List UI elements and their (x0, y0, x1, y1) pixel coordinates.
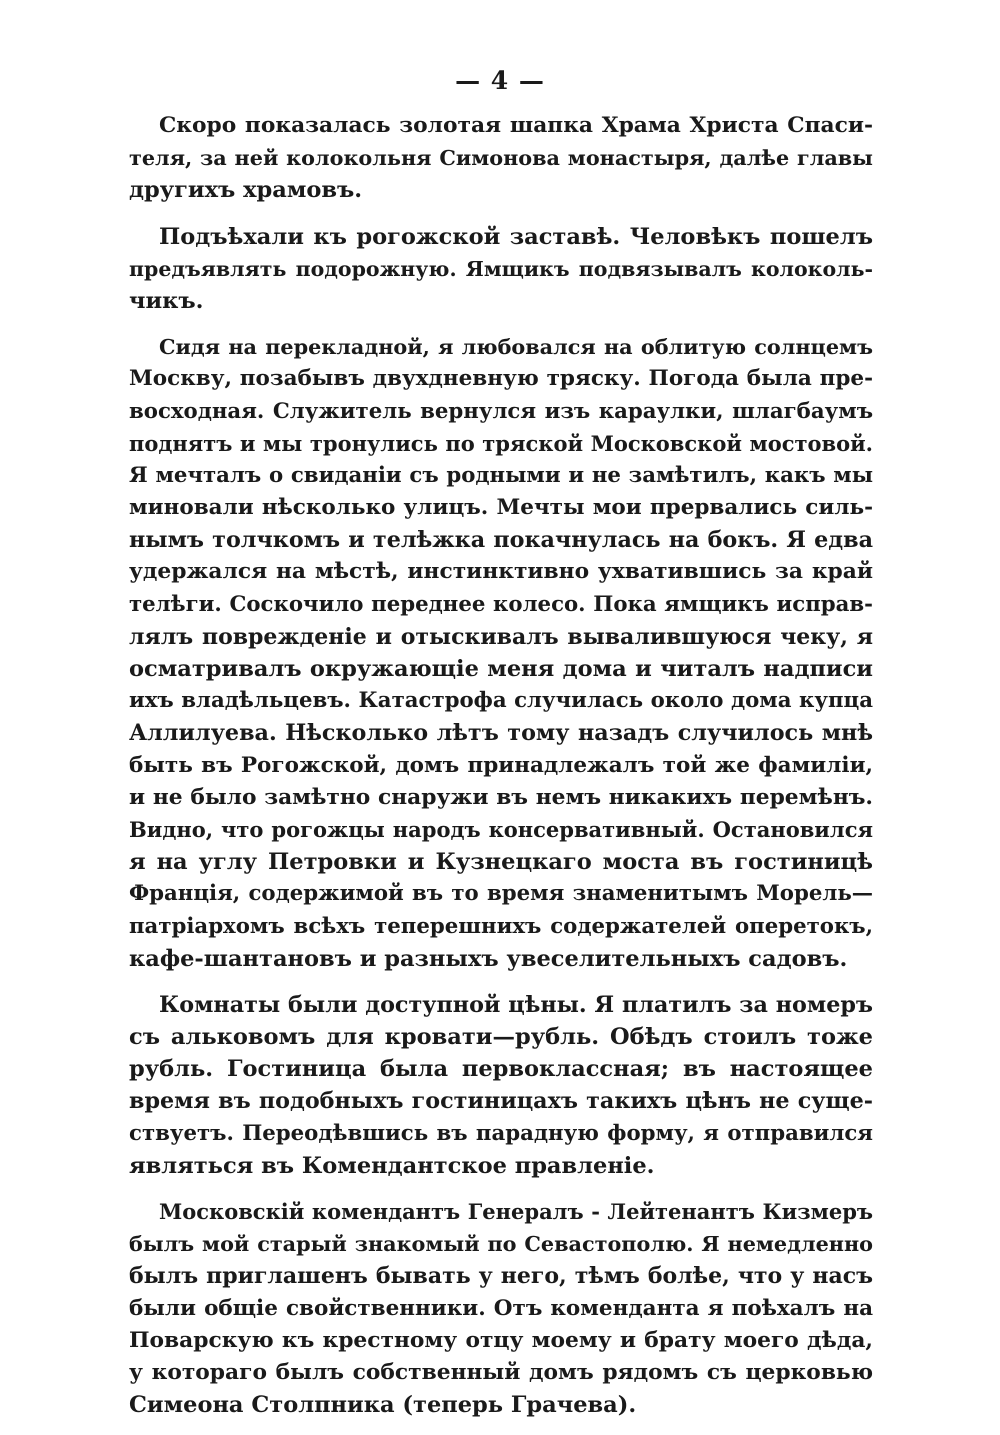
paragraph (129, 989, 873, 1182)
text-line: кафе-шантановъ и разныхъ увеселительныхъ садовъ. (129, 945, 848, 972)
text-line: были общіе свойственники. Отъ коменданта я поѣхалъ на (129, 1295, 873, 1321)
body-text (129, 110, 873, 1435)
text-line: удержался на мѣстѣ, инстинктивно ухватившись за край (129, 559, 873, 585)
text-line: Франція, содержимой въ то время знаменитымъ Морель— (129, 881, 873, 907)
text-line: Скоро показалась золотая шапка Храма Христа Спаси- (159, 113, 873, 138)
text-line: быть въ Рогожской, домъ принадлежалъ той же фамиліи, (129, 752, 873, 778)
text-line: у котораго былъ собственный домъ рядомъ съ церковью (129, 1359, 873, 1385)
text-line: телѣги. Соскочило переднее колесо. Пока ямщикъ исправ- (129, 591, 873, 617)
text-line: лялъ поврежденіе и отыскивалъ вывалившуюся чеку, я (129, 623, 873, 650)
text-line: Видно, что рогожцы народъ консервативный. Остановился (129, 816, 873, 842)
text-line: другихъ храмовъ. (129, 177, 363, 204)
text-line: предъявлять подорожную. Ямщикъ подвязывалъ колоколь- (129, 256, 873, 281)
text-line: и не было замѣтно снаружи въ немъ никакихъ перемѣнъ. (129, 784, 873, 810)
text-line: Подъѣхали къ рогожской заставѣ. Человѣкъ пошелъ (159, 223, 873, 250)
paragraph (129, 110, 873, 207)
text-line: осматривалъ окружающіе меня дома и читалъ надписи (129, 656, 873, 682)
text-line: время въ подобныхъ гостиницахъ такихъ цѣнъ не суще- (129, 1088, 873, 1115)
text-line: былъ мой старый знакомый по Севастополю. Я немедленно (129, 1232, 873, 1257)
text-line: Поварскую къ крестному отцу моему и брату моего дѣда, (129, 1327, 873, 1353)
text-line: Москву, позабывъ двухдневную тряску. Погода была пре- (129, 366, 873, 392)
text-line: восходная. Служитель вернулся изъ караулки, шлагбаумъ (129, 398, 873, 424)
paragraph (129, 221, 873, 318)
text-line: нымъ толчкомъ и телѣжка покачнулась на бокъ. Я едва (129, 527, 873, 554)
text-line: чикъ. (129, 287, 204, 314)
text-line: ихъ владѣльцевъ. Катастрофа случилась около дома купца (129, 688, 873, 714)
page-number: — 4 — (455, 66, 545, 95)
text-line: Симеона Столпника (теперь Грачева). (129, 1392, 637, 1419)
paragraph (129, 331, 873, 975)
text-line: ствуетъ. Переодѣвшись въ парадную форму, я отправился (129, 1120, 873, 1146)
paragraph (129, 1196, 873, 1421)
text-line: Аллилуева. Нѣсколько лѣтъ тому назадъ случилось мнѣ (129, 720, 873, 747)
text-line: былъ приглашенъ бывать у него, тѣмъ болѣе, что у насъ (129, 1263, 873, 1290)
text-line: миновали нѣсколько улицъ. Мечты мои прервались силь- (129, 495, 873, 521)
text-line: съ альковомъ для кровати—рубль. Обѣдъ стоилъ тоже (129, 1024, 873, 1051)
text-line: Московскій комендантъ Генералъ - Лейтенантъ Кизмеръ (159, 1199, 873, 1224)
text-line: поднятъ и мы тронулись по тряской Московской мостовой. (129, 430, 873, 456)
text-line: Сидя на перекладной, я любовался на облитую солнцемъ (159, 335, 873, 360)
text-line: я на углу Петровки и Кузнецкаго моста въ гостиницѣ (129, 849, 873, 876)
text-line: рубль. Гостиница была первоклассная; въ настоящее (129, 1056, 873, 1083)
text-line: теля, за ней колокольня Симонова монастыря, далѣе главы (129, 146, 873, 171)
text-line: патріархомъ всѣхъ теперешнихъ содержателей оперетокъ, (129, 913, 873, 939)
text-line: являться въ Комендантское правленіе. (129, 1152, 655, 1179)
text-line: Комнаты были доступной цѣны. Я платилъ за номеръ (159, 991, 873, 1018)
text-line: Я мечталъ о свиданіи съ родными и не замѣтилъ, какъ мы (129, 462, 873, 488)
